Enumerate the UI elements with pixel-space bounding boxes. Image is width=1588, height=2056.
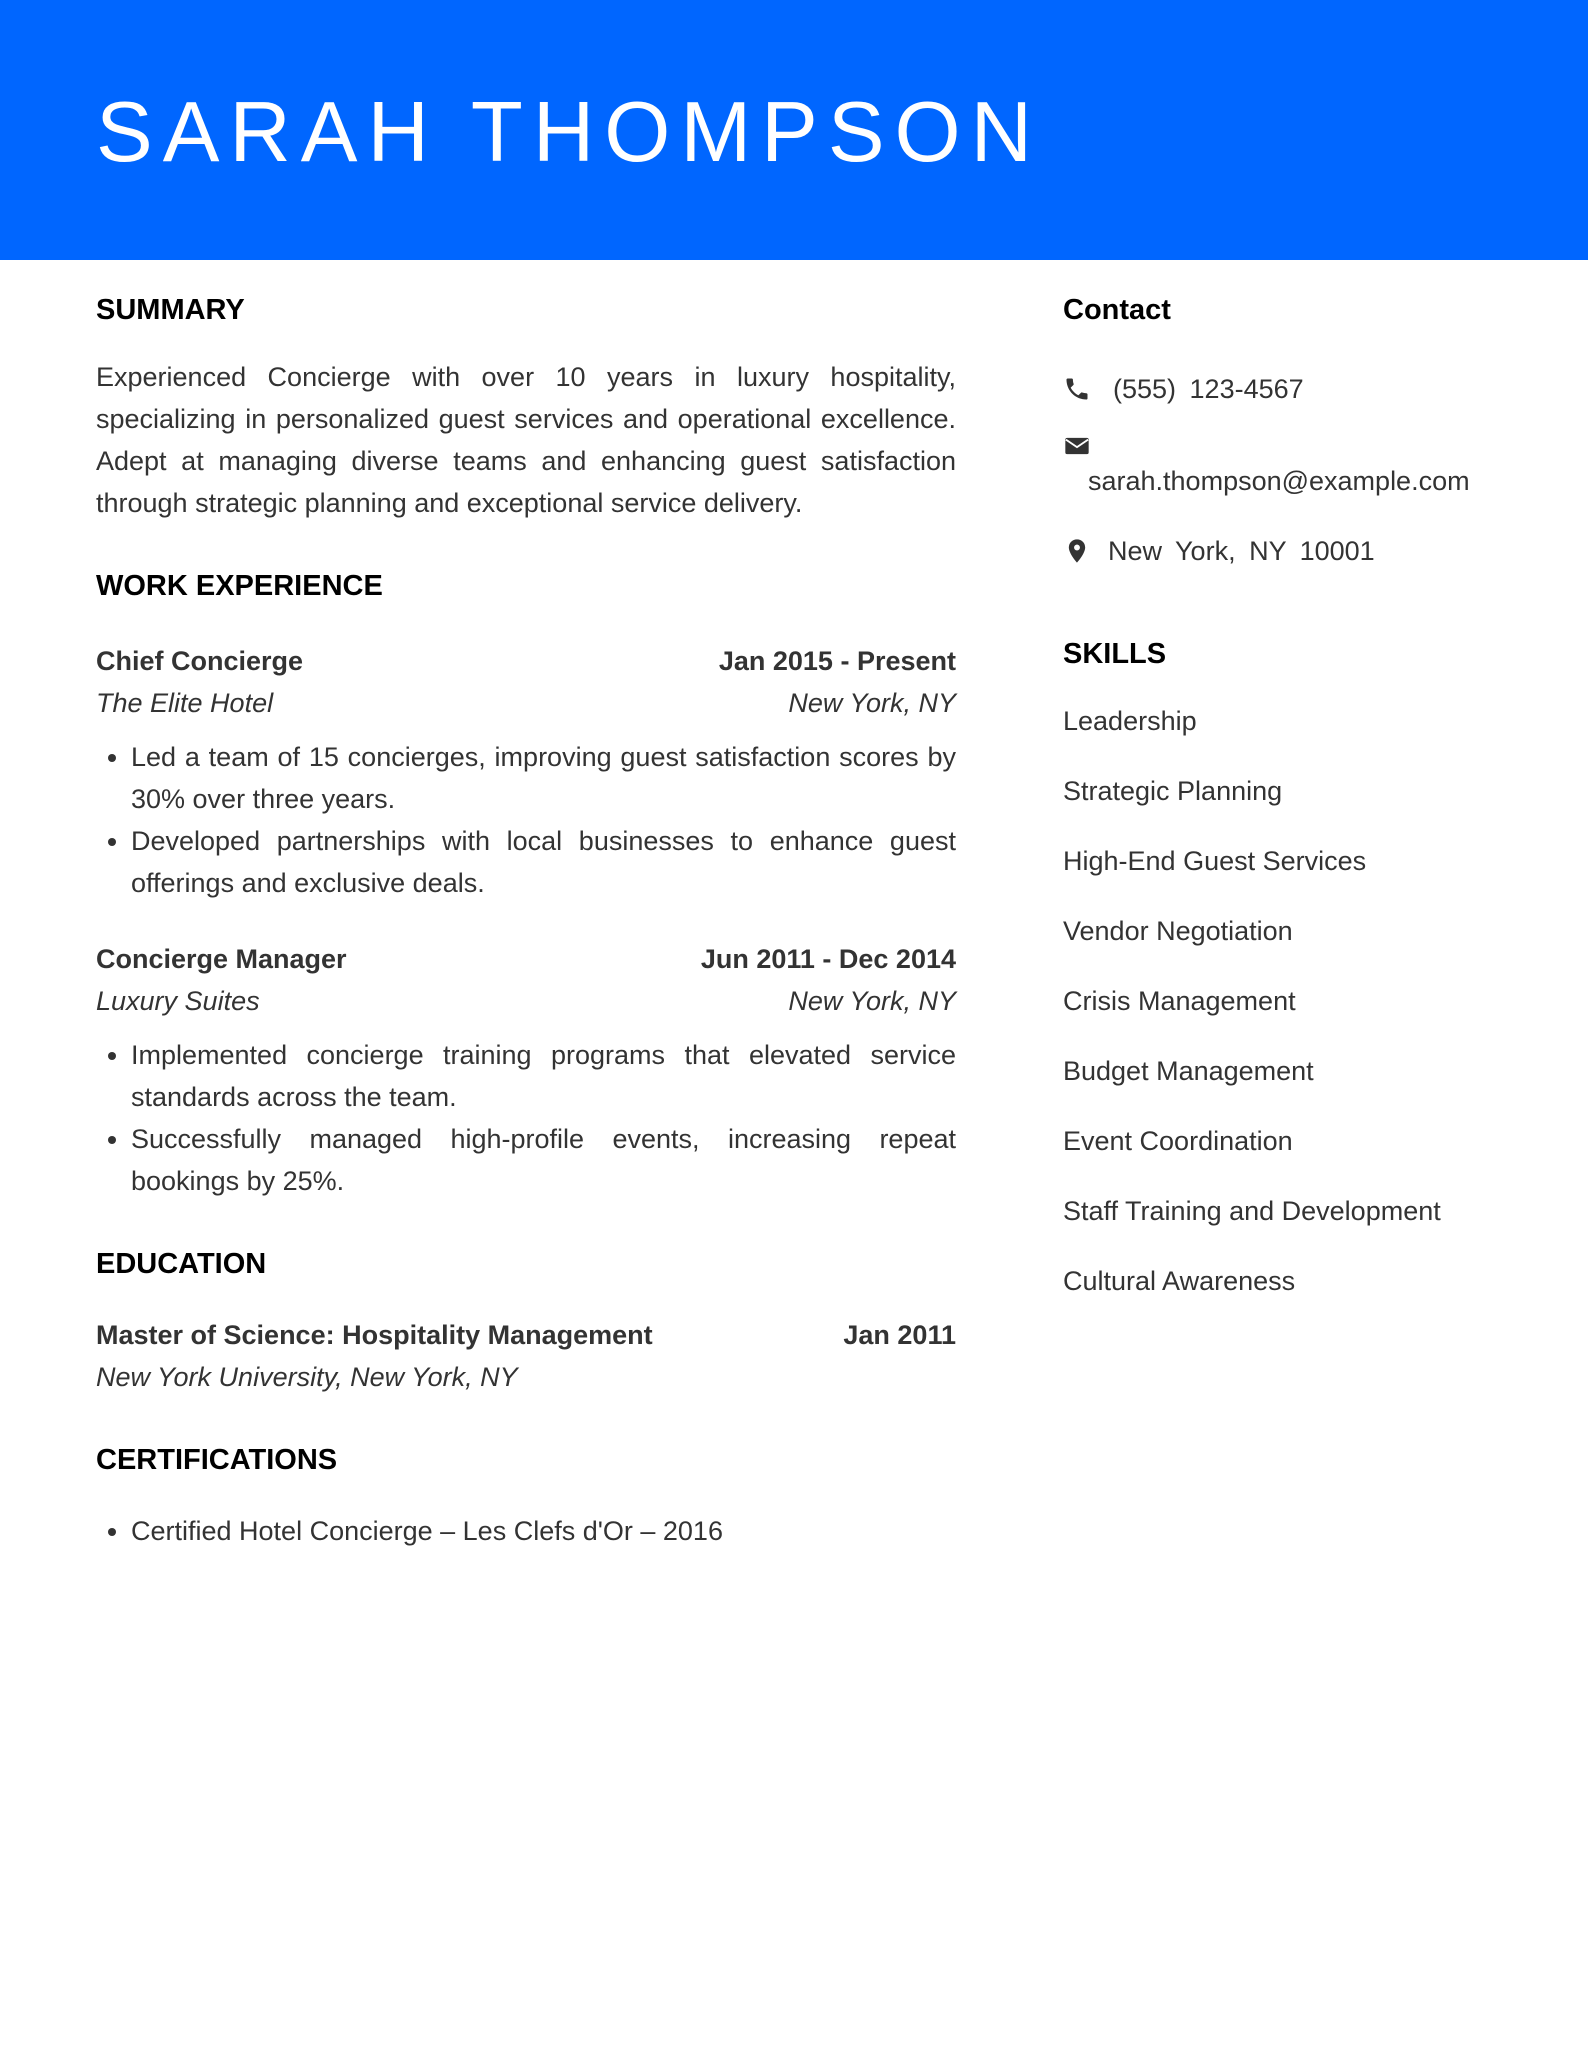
location-text: New York, NY 10001 — [1108, 536, 1375, 566]
skill-item: Strategic Planning — [1063, 776, 1283, 806]
email-text: sarah.thompson@example.com — [1088, 466, 1470, 496]
job-entry — [96, 938, 956, 1202]
skill-item: Budget Management — [1063, 1056, 1314, 1086]
education-heading: EDUCATION — [96, 1248, 267, 1280]
skill-item: Vendor Negotiation — [1063, 916, 1293, 946]
phone-icon — [1063, 375, 1091, 403]
school: New York University, New York, NY — [96, 1362, 518, 1392]
job-date: Jun 2011 - Dec 2014 — [700, 944, 956, 974]
main-column — [96, 290, 956, 1552]
skill-item: Event Coordination — [1063, 1126, 1293, 1156]
job-company: The Elite Hotel — [96, 688, 274, 718]
skill-item: Staff Training and Development — [1063, 1196, 1441, 1226]
sidebar-column — [1063, 290, 1533, 1330]
skills-list — [1063, 700, 1533, 1302]
contact-email — [1063, 432, 1533, 502]
phone-text: (555) 123-4567 — [1113, 374, 1304, 404]
job-bullets — [96, 736, 956, 904]
education-entry — [96, 1314, 956, 1398]
job-entry — [96, 640, 956, 904]
skill-item: High-End Guest Services — [1063, 846, 1367, 876]
job-title: Concierge Manager — [96, 944, 347, 974]
job-location: New York, NY — [788, 986, 956, 1016]
education-date: Jan 2011 — [843, 1320, 956, 1350]
skill-item: Cultural Awareness — [1063, 1266, 1296, 1296]
person-name: SARAH THOMPSON — [96, 85, 1043, 180]
job-bullets — [96, 1034, 956, 1202]
job-bullet: • Developed partnerships with local businesses to enhance guest offerings and exclusive deals. — [131, 820, 956, 904]
job-location: New York, NY — [788, 688, 956, 718]
skills-heading: SKILLS — [1063, 638, 1167, 670]
job-bullet: • Led a team of 15 concierges, improving guest satisfaction scores by 30% over three years. — [131, 736, 956, 820]
skill-item: Leadership — [1063, 706, 1197, 736]
work-experience-heading: WORK EXPERIENCE — [96, 570, 383, 602]
job-bullet: • Successfully managed high-profile events, increasing repeat bookings by 25%. — [131, 1118, 956, 1202]
degree: Master of Science: Hospitality Management — [96, 1320, 653, 1350]
job-date: Jan 2015 - Present — [718, 646, 956, 676]
job-bullet: • Implemented concierge training programs that elevated service standards across the team. — [131, 1034, 956, 1118]
skill-item: Crisis Management — [1063, 986, 1296, 1016]
summary-heading: SUMMARY — [96, 294, 245, 326]
certifications-heading: CERTIFICATIONS — [96, 1444, 338, 1476]
job-company: Luxury Suites — [96, 986, 260, 1016]
contact-location — [1063, 530, 1533, 572]
contact-phone — [1063, 368, 1533, 410]
certifications-list — [96, 1510, 956, 1552]
header-banner — [0, 0, 1588, 260]
summary-text: Experienced Concierge with over 10 years in luxury hospitality, specializing in personalized guest services and operational excellence. Adept at managing diverse teams and enhancing guest satisfaction through strategic planning and exceptional service delivery. — [96, 362, 956, 518]
certification-item: • Certified Hotel Concierge – Les Clefs d'Or – 2016 — [131, 1510, 956, 1552]
job-title: Chief Concierge — [96, 646, 304, 676]
map-pin-icon — [1063, 537, 1091, 565]
contact-heading: Contact — [1063, 294, 1171, 326]
envelope-icon — [1063, 432, 1091, 460]
